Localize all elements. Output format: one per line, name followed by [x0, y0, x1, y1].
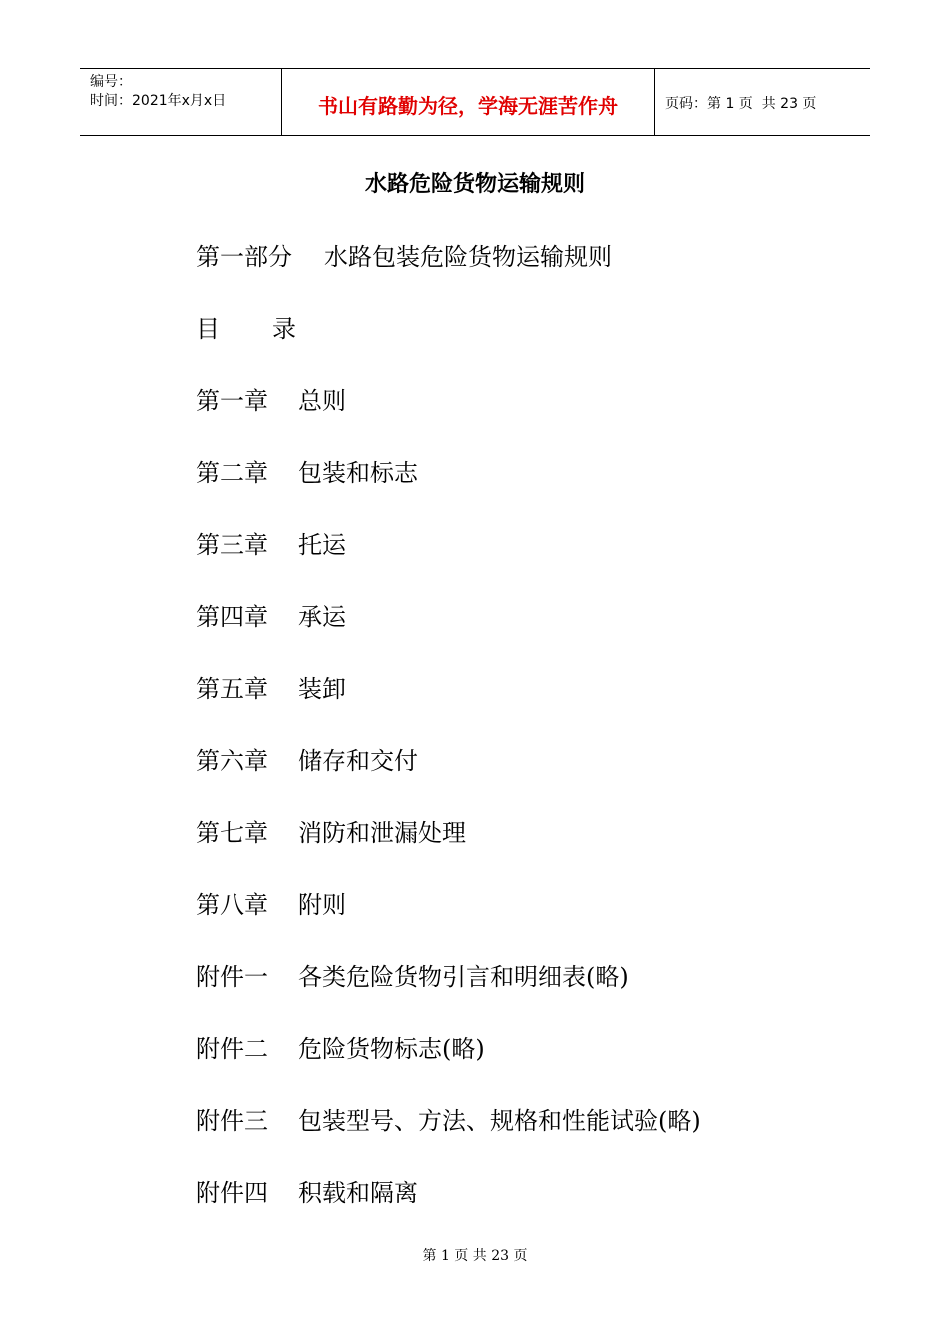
toc-entry-text: 托运	[298, 531, 346, 559]
toc-entry-label: 第八章	[196, 891, 268, 919]
toc-entry	[196, 1176, 876, 1248]
part-heading	[196, 240, 876, 312]
toc-entry	[196, 1032, 876, 1104]
toc-entry-text: 储存和交付	[298, 747, 418, 775]
toc-entry-text: 积载和隔离	[298, 1179, 418, 1207]
toc-entry-text: 危险货物标志(略)	[298, 1035, 485, 1063]
toc-entry-label: 第七章	[196, 819, 268, 847]
toc-entry-label: 附件四	[196, 1179, 268, 1207]
toc-entry-text: 承运	[298, 603, 346, 631]
toc-entry	[196, 1104, 876, 1176]
header-time-label: 时间：2021年x月x日	[90, 93, 227, 109]
page-header	[80, 68, 870, 136]
toc-entry-label: 第五章	[196, 675, 268, 703]
toc-entry-text: 总则	[298, 387, 346, 415]
page-footer	[0, 1246, 950, 1266]
toc-entry-label: 第六章	[196, 747, 268, 775]
document-title: 水路危险货物运输规则	[364, 172, 585, 197]
toc-entry	[196, 888, 876, 960]
toc-entry-text: 消防和泄漏处理	[298, 819, 466, 847]
header-motto-text: 书山有路勤为径，学海无涯苦作舟	[318, 93, 618, 118]
toc-entry	[196, 600, 876, 672]
toc-entry-label: 附件一	[196, 963, 268, 991]
toc-entry-label: 附件三	[196, 1107, 268, 1135]
header-meta	[80, 69, 282, 135]
part-label: 第一部分	[196, 243, 292, 271]
toc-entry-text: 包装和标志	[298, 459, 418, 487]
toc-entry-text: 各类危险货物引言和明细表(略)	[298, 963, 629, 991]
toc-entry	[196, 528, 876, 600]
toc-heading	[196, 312, 876, 384]
toc-entry	[196, 816, 876, 888]
header-number-label: 编号：	[90, 74, 132, 90]
toc-entry-text: 包装型号、方法、规格和性能试验(略)	[298, 1107, 701, 1135]
footer-page-number: 第 1 页 共 23 页	[422, 1248, 528, 1264]
toc-heading-second: 录	[272, 315, 296, 343]
toc-entry-label: 第一章	[196, 387, 268, 415]
toc-entry-text: 装卸	[298, 675, 346, 703]
toc-entry	[196, 960, 876, 1032]
header-page-info	[655, 69, 870, 135]
document-body	[196, 240, 876, 1248]
toc-heading-first: 目	[196, 315, 220, 343]
header-page-info-text: 页码：第 1 页 共 23 页	[665, 96, 817, 112]
toc-entry	[196, 672, 876, 744]
toc-entry-label: 第三章	[196, 531, 268, 559]
header-motto	[282, 69, 655, 135]
toc-entry	[196, 744, 876, 816]
toc-entry-label: 第四章	[196, 603, 268, 631]
toc-entry-text: 附则	[298, 891, 346, 919]
toc-entry-label: 第二章	[196, 459, 268, 487]
part-text: 水路包装危险货物运输规则	[324, 243, 612, 271]
toc-entry	[196, 384, 876, 456]
toc-entry-label: 附件二	[196, 1035, 268, 1063]
toc-entry	[196, 456, 876, 528]
